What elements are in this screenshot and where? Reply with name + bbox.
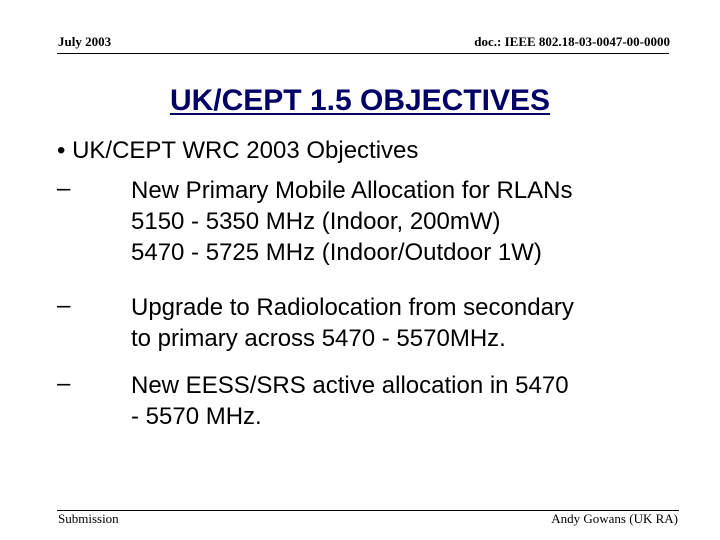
sub-bullet-dash: – — [57, 292, 71, 319]
sub-bullet-line: New EESS/SRS active allocation in 5470 — [131, 372, 569, 399]
main-bullet: • UK/CEPT WRC 2003 Objectives — [57, 137, 419, 164]
sub-bullet-dash: – — [57, 175, 71, 202]
sub-bullet-line: Upgrade to Radiolocation from secondary — [131, 294, 574, 321]
sub-bullet-text — [131, 370, 569, 432]
sub-bullet-line: 5150 - 5350 MHz (Indoor, 200mW) — [131, 208, 501, 235]
header-doc-id: doc.: IEEE 802.18-03-0047-00-0000 — [474, 34, 670, 49]
header-divider — [57, 53, 669, 54]
sub-bullet-line: 5470 - 5725 MHz (Indoor/Outdoor 1W) — [131, 239, 542, 266]
sub-bullet-dash: – — [57, 370, 71, 397]
header-date: July 2003 — [58, 34, 112, 49]
slide-title: UK/CEPT 1.5 OBJECTIVES — [169, 84, 551, 117]
sub-bullet-line: - 5570 MHz. — [131, 403, 262, 430]
sub-bullet-text — [131, 175, 572, 268]
sub-bullet-line: to primary across 5470 - 5570MHz. — [131, 325, 506, 352]
footer-author: Andy Gowans (UK RA) — [551, 511, 678, 526]
sub-bullet-text — [131, 292, 574, 354]
sub-bullet-line: New Primary Mobile Allocation for RLANs — [131, 177, 573, 204]
footer-submission: Submission — [58, 511, 119, 526]
